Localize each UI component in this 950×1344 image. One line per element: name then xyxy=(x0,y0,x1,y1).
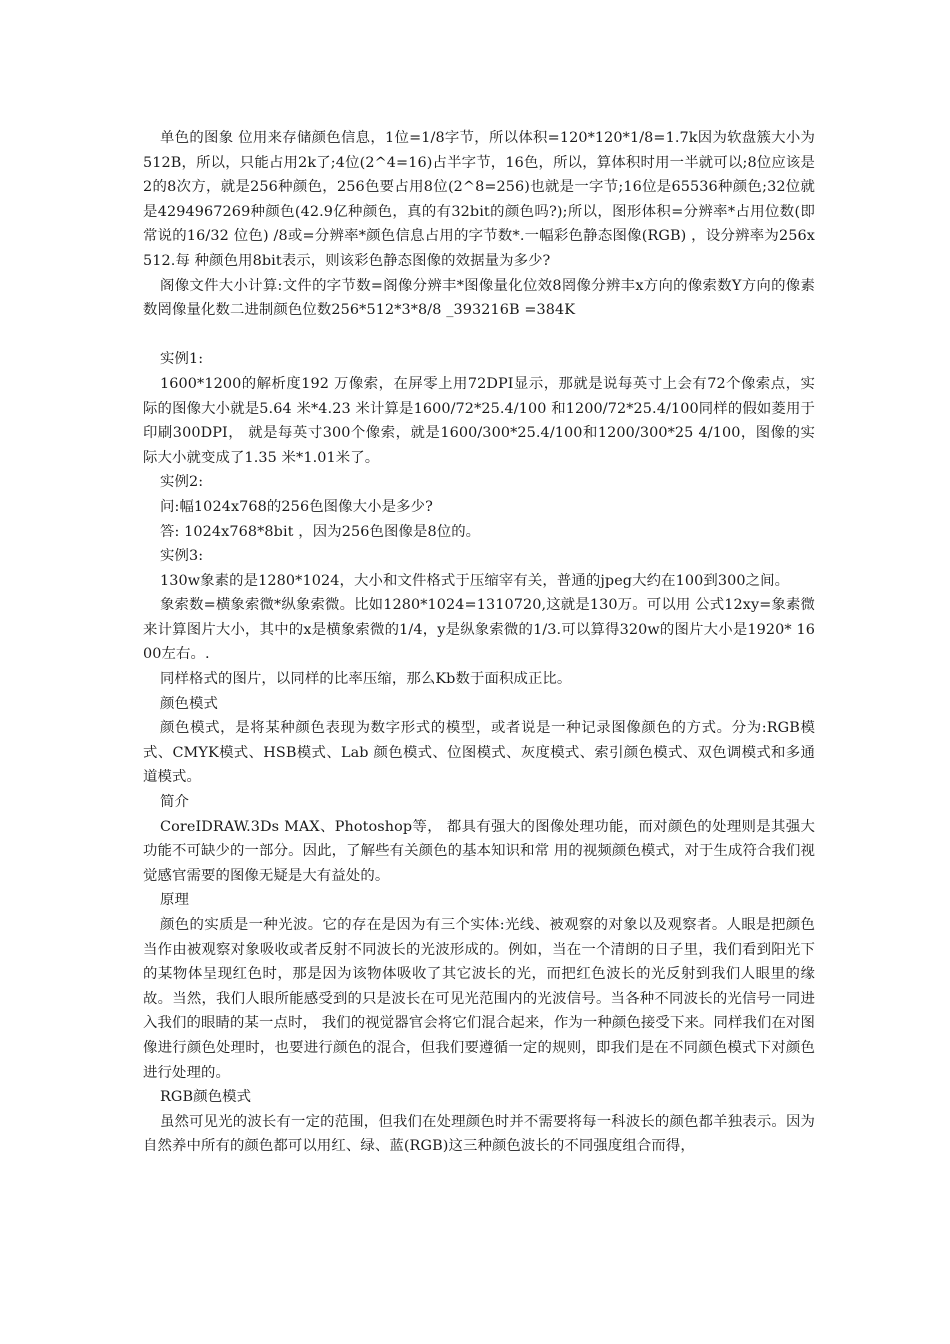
document-body xyxy=(143,126,815,1159)
heading-example-2: 实例2: xyxy=(160,474,204,491)
paragraph-file-size-formula: 阁像文件大小计算:文件的字节数=阁像分辨丰*图像量化位效8罔像分辨丰x方向的像索数Y方向的像素数罔像量化数二进制颜色位数256*512*3*8/8 _393216B =384K xyxy=(143,277,815,319)
paragraph-example-1: 1600*1200的解析度192 万像索，在屏零上用72DPI显示，那就是说每英寸上会有72个像索点，实际的图像大小就是5.64 米*4.23 米计算是1600/72*25.4/100 和1200/72*25.4/100同样的假如菱用于印刷300DPI， 就是每英寸300个像索，就是1600/300*25.4/100和1200/300*25 4/100，图像的实际大小就变成了1.35 米*1.01米了。 xyxy=(143,375,815,466)
paragraph-rgb-mode: 虽然可见光的波长有一定的范围，但我们在处理颜色时并不需要将每一科波长的颜色都羊独表示。因为自然养中所有的颜色都可以用红、绿、蓝(RGB)这三种颜色波长的不同强度组合而得， xyxy=(143,1113,815,1155)
paragraph-intro: CoreIDRAW.3Ds MAX、Photoshop等， 都具有强大的图像处理功能，而对颜色的处理则是其强大功能不可缺少的一部分。因此，了解些有关颜色的基本知识和常 用的视频颜色模式，对于生成符合我们视觉感官需要的图像无疑是大有益处的。 xyxy=(143,818,815,884)
paragraph-image-size-intro: 单色的图象 位用来存储颜色信息，1位=1/8字节，所以体积=120*120*1/8=1.7k因为软盘簇大小为512B，所以，只能占用2k了;4位(2^4=16)占半字节，16色，所以，算体积时用一半就可以;8位应该是2的8次方，就是256种颜色，256色要占用8位(2^8=256)也就是一字节;16位是65536种颜色;32位就是4294967269种颜色(42.9亿种颜色，真的有32bit的颜色吗?);所以，图形体积=分辨率*占用位数(即常说的16/32 位色) /8或=分辨率*颜色信息占用的字节数*.一幅彩色静态图像(RGB) ，设分辨率为256x512.每 种颜色用8bit表示，则该彩色静态图像的效据量为多少? xyxy=(143,130,815,269)
paragraph-principle: 颜色的实质是一种光波。它的存在是因为有三个实体:光线、被观察的对象以及观察者。人眼是把颜色当作由被观察对象吸收或者反射不同波长的光波形成的。例如，当在一个清朗的日子里，我们看到阳光下的某物体呈现红色时，那是因为该物体吸收了其它波长的光，而把红色波长的光反射到我们人眼里的缘故。当然，我们人眼所能感受到的只是波长在可见光范围内的光波信号。当各种不同波长的光信号一同进入我们的眼睛的某一点时， 我们的视觉器官会将它们混合起来，作为一种颜色接受下来。同样我们在对图像进行颜色处理时，也要进行颜色的混合，但我们要遵循一定的规则，即我们是在不同颜色模式下对颜色进行处理的。 xyxy=(143,917,815,1081)
heading-principle: 原理 xyxy=(160,892,189,909)
paragraph-pixel-count: 象索数=横象索微*纵象索微。比如1280*1024=1310720,这就是130万。可以用 公式12xy=象素微来计算图片大小，其中的x是横象索微的1/4，y是纵象索微的1/3.可以算得320w的图片大小是1920* 1600左右。. xyxy=(143,597,815,663)
paragraph-example-3: 130w象素的是1280*1024，大小和文件格式于压缩宰有关，普通的jpeg大约在100到300之间。 xyxy=(160,572,790,589)
heading-color-mode: 颜色模式 xyxy=(160,695,218,712)
paragraph-color-mode: 颜色模式，是将某种颜色表现为数字形式的模型，或者说是一种记录图像颜色的方式。分为:RGB模式、CMYK模式、HSB模式、Lab 颜色模式、位图模式、灰度模式、索引颜色模式、双色调模式和多通道模式。 xyxy=(143,720,815,786)
heading-intro: 简介 xyxy=(160,794,189,811)
paragraph-answer: 答: 1024x768*8bit ，因为256色图像是8位的。 xyxy=(160,523,481,540)
paragraph-question: 问:幅1024x768的256色图像大小是多少? xyxy=(160,498,433,515)
paragraph-size-ratio: 同样格式的图片，以同样的比率压缩，那么Kb数于面积成正比。 xyxy=(160,671,572,688)
heading-rgb-mode: RGB颜色模式 xyxy=(160,1089,252,1106)
heading-example-1: 实例1: xyxy=(160,351,204,368)
heading-example-3: 实例3: xyxy=(160,548,204,565)
blank-line xyxy=(143,323,815,348)
